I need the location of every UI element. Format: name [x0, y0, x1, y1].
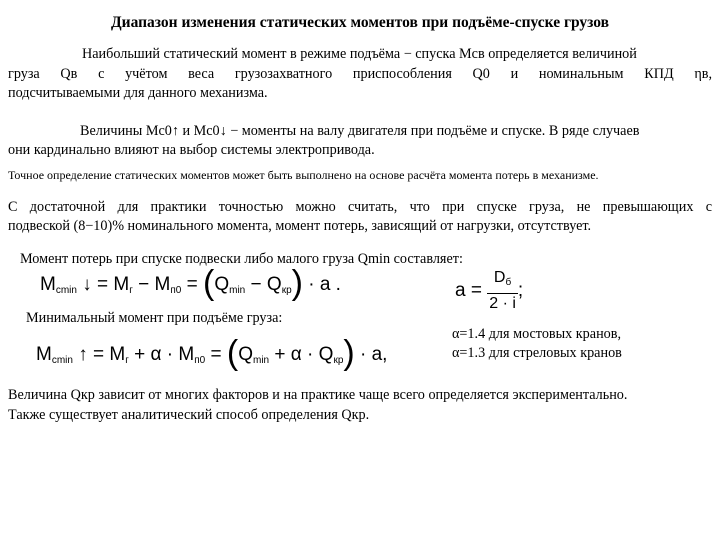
formula-subscript: min	[229, 285, 246, 296]
formula-subscript: б	[505, 277, 512, 288]
up-arrow-icon: ↑	[78, 344, 88, 365]
formula-descent-moment	[40, 264, 341, 302]
formula-fraction	[487, 268, 518, 314]
text-line: Величины Mс0↑ и Mс0↓ − моменты на валу двигателя при подъёме и спуске. В ряде случаев	[80, 123, 640, 139]
paragraph-exact-definition: Точное определение статических моментов может быть выполнено на основе расчёта момента потерь в механизме.	[8, 168, 599, 182]
text-line: Величина Qкр зависит от многих факторов и на практике чаще всего определяется экспериментально.	[8, 387, 628, 403]
down-arrow-icon: ↓	[82, 274, 92, 295]
formula-symbol: − Q	[245, 274, 282, 295]
formula-subscript: кр	[333, 355, 344, 366]
text-line: Также существует аналитический способ определения Qкр.	[8, 407, 370, 423]
text-line: Наибольший статический момент в режиме подъёма − спуска Mсв определяется величиной	[82, 46, 637, 62]
paragraph-loss-moment: Момент потерь при спуске подвески либо малого груза Qmin составляет:	[20, 251, 463, 267]
text-line: они кардинально влияют на выбор системы электропривода.	[8, 142, 375, 158]
formula-subscript: cmin	[55, 285, 77, 296]
formula-symbol: + α · Q	[269, 344, 334, 365]
formula-a-definition	[455, 268, 523, 314]
formula-paren: (	[203, 264, 215, 302]
formula-lift-moment	[36, 334, 388, 372]
formula-symbol: M	[40, 274, 56, 295]
formula-symbol: + α · M	[134, 344, 195, 365]
formula-symbol: =	[210, 344, 222, 365]
formula-symbol: M	[36, 344, 52, 365]
paragraph-min-lift-moment: Минимальный момент при подъёме груза:	[26, 310, 283, 326]
formula-symbol: D	[493, 269, 506, 286]
formula-symbol: = M	[93, 344, 126, 365]
page-title: Диапазон изменения статических моментов при подъёме-спуске грузов	[110, 14, 610, 31]
fraction-numerator	[494, 268, 511, 293]
formula-symbol: · a,	[359, 344, 388, 365]
text-line: подвеской (8−10)% номинального момента, момент потерь, зависящий от нагрузки, отсутствует.	[8, 218, 592, 234]
formula-paren: )	[291, 264, 303, 302]
formula-subscript: п0	[170, 285, 182, 296]
formula-subscript: г	[129, 285, 133, 296]
alpha-jib-crane: α=1.3 для стреловых кранов	[452, 345, 622, 361]
formula-symbol: = M	[97, 274, 130, 295]
formula-symbol: Q	[214, 274, 230, 295]
text-line: С достаточной для практики точностью можно считать, что при спуске груза, не превышающих с	[8, 199, 712, 215]
alpha-bridge-crane: α=1.4 для мостовых кранов,	[452, 326, 622, 342]
formula-subscript: cmin	[51, 355, 73, 366]
formula-symbol: − M	[138, 274, 171, 295]
formula-paren: )	[343, 334, 355, 372]
formula-symbol: Q	[238, 344, 253, 365]
text-line: груза Qв с учётом веса грузозахватного приспособления Q0 и номинальным КПД ηв,	[8, 66, 712, 82]
formula-symbol: =	[186, 274, 198, 295]
formula-subscript: п0	[194, 355, 206, 366]
formula-symbol: a =	[455, 280, 482, 302]
formula-subscript: г	[125, 355, 129, 366]
fraction-denominator: 2 · i	[489, 295, 516, 312]
formula-subscript: min	[253, 355, 270, 366]
formula-paren: (	[226, 334, 239, 372]
formula-symbol: ;	[517, 280, 524, 302]
formula-symbol: · a .	[308, 274, 341, 295]
formula-subscript: кр	[281, 285, 292, 296]
text-line: подсчитываемыми для данного механизма.	[8, 85, 268, 101]
